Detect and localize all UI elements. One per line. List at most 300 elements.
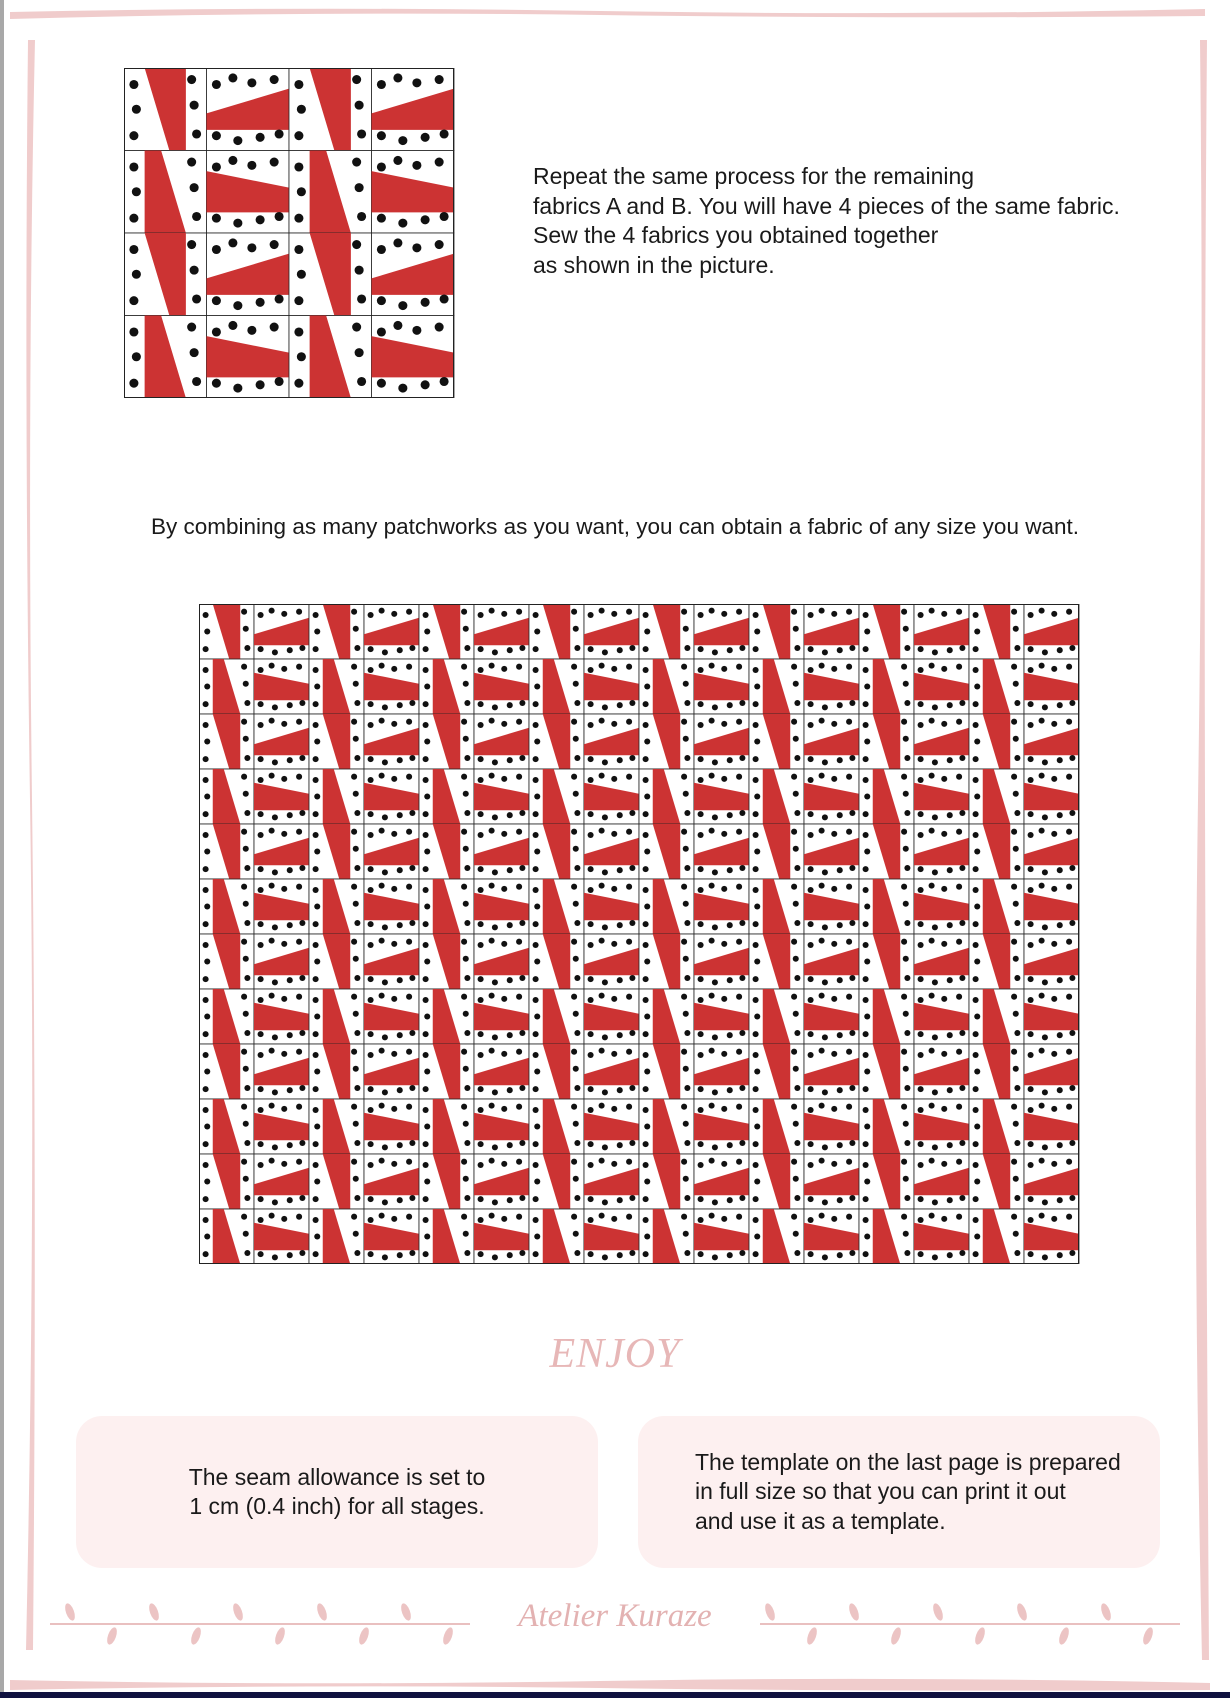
polka-dot [736, 829, 742, 835]
polka-dot [611, 996, 617, 1002]
polka-dot [712, 1034, 718, 1040]
polka-dot [929, 773, 935, 779]
polka-dot [1013, 846, 1019, 852]
polka-dot [489, 1158, 495, 1164]
polka-dot [643, 1052, 649, 1058]
polka-dot [849, 865, 855, 871]
polka-dot [397, 812, 403, 818]
polka-dot [1057, 812, 1063, 818]
polka-dot [644, 1013, 650, 1019]
polka-dot [901, 609, 907, 615]
polka-dot [501, 1216, 507, 1222]
polka-dot [377, 245, 386, 254]
polka-dot [489, 1213, 495, 1219]
polka-dot [643, 777, 649, 783]
polka-dot [903, 736, 909, 742]
polka-dot [204, 628, 210, 634]
polka-dot [684, 755, 690, 761]
polka-dot [424, 848, 430, 854]
polka-dot [258, 1031, 264, 1037]
polka-dot [129, 245, 138, 254]
polka-dot [617, 1197, 623, 1203]
polka-dot [244, 1195, 250, 1201]
polka-dot [368, 777, 374, 783]
polka-dot [698, 1086, 704, 1092]
polka-dot [478, 722, 484, 728]
polka-dot [793, 1011, 799, 1017]
polka-dot [258, 1107, 264, 1113]
polka-dot [313, 667, 319, 673]
polka-dot [629, 1030, 635, 1036]
polka-dot [849, 975, 855, 981]
polka-dot [1057, 1032, 1063, 1038]
polka-dot [382, 649, 388, 655]
polka-dot [643, 1251, 649, 1257]
polka-dot [643, 722, 649, 728]
polka-dot [463, 846, 469, 852]
polka-dot [463, 626, 469, 632]
polka-dot [626, 609, 632, 615]
polka-dot [698, 942, 704, 948]
polka-dot [822, 1034, 828, 1040]
polka-dot [516, 774, 522, 780]
polka-dot [959, 1195, 965, 1201]
polka-dot [534, 1123, 540, 1129]
polka-dot [753, 1196, 759, 1202]
polka-dot [831, 1216, 837, 1222]
polka-dot [353, 1121, 359, 1127]
polka-dot [1014, 1140, 1020, 1146]
polka-dot [683, 1066, 689, 1072]
polka-dot [297, 352, 306, 361]
polka-dot [739, 1250, 745, 1256]
polka-dot [382, 924, 388, 930]
polka-dot [794, 755, 800, 761]
polka-dot [1014, 865, 1020, 871]
polka-dot [643, 1086, 649, 1092]
polka-dot [314, 958, 320, 964]
polka-dot [516, 939, 522, 945]
polka-dot [258, 921, 264, 927]
polka-dot [203, 646, 209, 652]
polka-dot [617, 812, 623, 818]
polka-dot [808, 1251, 814, 1257]
polka-dot [611, 831, 617, 837]
polka-dot [1011, 939, 1017, 945]
polka-dot [1042, 1199, 1048, 1205]
polka-dot [299, 975, 305, 981]
polka-dot [918, 646, 924, 652]
polka-dot [233, 384, 242, 393]
polka-dot [901, 1104, 907, 1110]
polka-dot [397, 757, 403, 763]
polka-dot [956, 994, 962, 1000]
polka-dot [571, 884, 577, 890]
polka-dot [258, 701, 264, 707]
polka-dot [681, 1159, 687, 1165]
large-patchwork-fabric-illustration [199, 604, 1081, 1264]
polka-dot [1013, 1231, 1019, 1237]
polka-dot [819, 828, 825, 834]
polka-dot [192, 129, 201, 138]
polka-dot [377, 80, 386, 89]
polka-dot [406, 774, 412, 780]
polka-dot [353, 1231, 359, 1237]
polka-dot [941, 776, 947, 782]
polka-dot [1069, 1195, 1075, 1201]
polka-dot [1042, 1034, 1048, 1040]
polka-dot [973, 1107, 979, 1113]
polka-dot [617, 647, 623, 653]
polka-dot [973, 866, 979, 872]
polka-dot [440, 294, 449, 303]
polka-dot [721, 776, 727, 782]
polka-dot [683, 956, 689, 962]
polka-dot [287, 1197, 293, 1203]
polka-dot [974, 1013, 980, 1019]
polka-dot [204, 793, 210, 799]
polka-dot [269, 1158, 275, 1164]
polka-dot [611, 1051, 617, 1057]
polka-dot [421, 215, 430, 224]
polka-dot [247, 161, 256, 170]
polka-dot [791, 774, 797, 780]
polka-dot [644, 683, 650, 689]
polka-dot [258, 722, 264, 728]
polka-dot [1057, 922, 1063, 928]
polka-dot [501, 776, 507, 782]
polka-dot [643, 832, 649, 838]
polka-dot [588, 997, 594, 1003]
polka-dot [212, 162, 221, 171]
polka-dot [368, 1196, 374, 1202]
polka-dot [864, 738, 870, 744]
polka-dot [683, 1231, 689, 1237]
polka-dot [132, 105, 141, 114]
polka-dot [599, 663, 605, 669]
polka-dot [754, 1068, 760, 1074]
polka-dot [588, 1086, 594, 1092]
polka-dot [533, 756, 539, 762]
polka-dot [1028, 976, 1034, 982]
polka-dot [492, 869, 498, 875]
polka-dot [1028, 887, 1034, 893]
polka-dot [588, 1031, 594, 1037]
polka-dot [573, 1066, 579, 1072]
polka-dot [959, 865, 965, 871]
polka-dot [313, 1086, 319, 1092]
polka-dot [382, 979, 388, 985]
polka-dot [299, 1140, 305, 1146]
polka-dot [573, 681, 579, 687]
polka-dot [258, 1052, 264, 1058]
polka-dot [281, 1051, 287, 1057]
polka-dot [918, 942, 924, 948]
polka-dot [203, 1217, 209, 1223]
polka-dot [533, 1141, 539, 1147]
polka-dot [244, 645, 250, 651]
polka-dot [464, 645, 470, 651]
polka-dot [846, 1214, 852, 1220]
polka-dot [1057, 757, 1063, 763]
polka-dot [602, 1199, 608, 1205]
polka-dot [574, 1030, 580, 1036]
polka-dot [492, 814, 498, 820]
polka-dot [243, 1066, 249, 1072]
polka-dot [831, 1106, 837, 1112]
polka-dot [1051, 611, 1057, 617]
polka-dot [918, 866, 924, 872]
polka-dot [519, 700, 525, 706]
polka-dot [698, 777, 704, 783]
polka-dot [247, 243, 256, 252]
polka-dot [573, 1231, 579, 1237]
polka-dot [244, 1085, 250, 1091]
polka-dot [644, 903, 650, 909]
polka-dot [258, 866, 264, 872]
four-block-patchwork-illustration [124, 68, 456, 398]
polka-dot [272, 869, 278, 875]
polka-dot [929, 1158, 935, 1164]
polka-dot [533, 921, 539, 927]
polka-dot [406, 884, 412, 890]
polka-dot [791, 884, 797, 890]
polka-dot [644, 848, 650, 854]
polka-dot [753, 921, 759, 927]
polka-dot [204, 903, 210, 909]
polka-dot [313, 832, 319, 838]
polka-dot [941, 666, 947, 672]
polka-dot [698, 1052, 704, 1058]
polka-dot [712, 1089, 718, 1095]
polka-dot [932, 869, 938, 875]
polka-dot [753, 1086, 759, 1092]
polka-dot [721, 611, 727, 617]
polka-dot [406, 1049, 412, 1055]
polka-dot [1014, 810, 1020, 816]
polka-dot [822, 649, 828, 655]
polka-dot [947, 1087, 953, 1093]
polka-dot [203, 921, 209, 927]
polka-dot [534, 738, 540, 744]
polka-dot [611, 1216, 617, 1222]
polka-dot [831, 1051, 837, 1057]
polka-dot [819, 663, 825, 669]
polka-dot [516, 609, 522, 615]
polka-dot [588, 1251, 594, 1257]
polka-dot [1066, 664, 1072, 670]
polka-dot [272, 924, 278, 930]
polka-dot [571, 1049, 577, 1055]
polka-dot [698, 756, 704, 762]
polka-dot [973, 777, 979, 783]
polka-dot [296, 1214, 302, 1220]
polka-dot [424, 628, 430, 634]
polka-dot [368, 866, 374, 872]
polka-dot [956, 1049, 962, 1055]
polka-dot [574, 755, 580, 761]
polka-dot [698, 976, 704, 982]
polka-dot [406, 829, 412, 835]
polka-dot [272, 704, 278, 710]
polka-dot [849, 1250, 855, 1256]
polka-dot [1039, 718, 1045, 724]
polka-dot [440, 129, 449, 138]
polka-dot [281, 666, 287, 672]
polka-dot [314, 1013, 320, 1019]
polka-dot [602, 1089, 608, 1095]
polka-dot [409, 1085, 415, 1091]
polka-dot [947, 867, 953, 873]
polka-dot [831, 996, 837, 1002]
polka-dot [354, 1195, 360, 1201]
polka-dot [256, 215, 265, 224]
polka-dot [1013, 736, 1019, 742]
polka-dot [247, 78, 256, 87]
polka-dot [507, 977, 513, 983]
polka-dot [132, 270, 141, 279]
polka-dot [588, 722, 594, 728]
polka-dot [501, 666, 507, 672]
polka-dot [379, 828, 385, 834]
polka-dot [287, 867, 293, 873]
polka-dot [863, 667, 869, 673]
polka-dot [698, 612, 704, 618]
polka-dot [1039, 938, 1045, 944]
polka-dot [864, 1068, 870, 1074]
polka-dot [959, 920, 965, 926]
polka-dot [269, 938, 275, 944]
polka-dot [351, 664, 357, 670]
polka-dot [1057, 1197, 1063, 1203]
polka-dot [1051, 941, 1057, 947]
polka-dot [534, 1068, 540, 1074]
polka-dot [398, 301, 407, 310]
polka-dot [588, 976, 594, 982]
polka-dot [684, 810, 690, 816]
polka-dot [516, 719, 522, 725]
polka-dot [643, 612, 649, 618]
polka-dot [1011, 994, 1017, 1000]
polka-dot [391, 941, 397, 947]
polka-dot [294, 80, 303, 89]
polka-dot [974, 738, 980, 744]
polka-dot [533, 976, 539, 982]
polka-dot [602, 1254, 608, 1260]
polka-dot [368, 1107, 374, 1113]
polka-dot [228, 156, 237, 165]
polka-dot [228, 73, 237, 82]
polka-dot [837, 922, 843, 928]
polka-dot [629, 975, 635, 981]
polka-dot [294, 214, 303, 223]
polka-dot [397, 1142, 403, 1148]
polka-dot [617, 867, 623, 873]
polka-dot [379, 938, 385, 944]
polka-dot [573, 1176, 579, 1182]
polka-dot [571, 1214, 577, 1220]
polka-dot [753, 997, 759, 1003]
polka-dot [1014, 1195, 1020, 1201]
polka-dot [464, 975, 470, 981]
polka-dot [793, 846, 799, 852]
polka-dot [1014, 755, 1020, 761]
polka-dot [353, 736, 359, 742]
polka-dot [753, 866, 759, 872]
polka-dot [721, 721, 727, 727]
polka-dot [1042, 649, 1048, 655]
polka-dot [794, 1140, 800, 1146]
polka-dot [849, 920, 855, 926]
polka-dot [244, 865, 250, 871]
polka-dot [391, 721, 397, 727]
polka-dot [1069, 1030, 1075, 1036]
polka-dot [351, 1159, 357, 1165]
polka-dot [507, 1252, 513, 1258]
polka-dot [929, 1103, 935, 1109]
polka-dot [533, 811, 539, 817]
polka-dot [397, 1032, 403, 1038]
polka-dot [629, 920, 635, 926]
polka-dot [721, 666, 727, 672]
polka-dot [599, 883, 605, 889]
polka-dot [287, 1252, 293, 1258]
polka-dot [424, 1068, 430, 1074]
polka-dot [626, 719, 632, 725]
polka-dot [241, 884, 247, 890]
polka-dot [901, 1214, 907, 1220]
polka-dot [1042, 759, 1048, 765]
polka-dot [918, 1052, 924, 1058]
polka-dot [272, 1089, 278, 1095]
polka-dot [864, 958, 870, 964]
polka-dot [793, 736, 799, 742]
polka-dot [819, 938, 825, 944]
polka-dot [863, 1217, 869, 1223]
polka-dot [423, 997, 429, 1003]
polka-dot [534, 1013, 540, 1019]
polka-dot [959, 1250, 965, 1256]
polka-dot [918, 1107, 924, 1113]
polka-dot [435, 158, 444, 167]
polka-dot [409, 975, 415, 981]
polka-dot [849, 1195, 855, 1201]
polka-dot [314, 1178, 320, 1184]
polka-dot [243, 1011, 249, 1017]
polka-dot [974, 793, 980, 799]
polka-dot [903, 1176, 909, 1182]
polka-dot [681, 1104, 687, 1110]
polka-dot [299, 1250, 305, 1256]
polka-dot [727, 1252, 733, 1258]
polka-dot [846, 994, 852, 1000]
polka-dot [368, 1162, 374, 1168]
polka-dot [736, 664, 742, 670]
polka-dot [391, 831, 397, 837]
polka-dot [903, 1011, 909, 1017]
polka-dot [574, 810, 580, 816]
polka-dot [626, 1104, 632, 1110]
polka-dot [721, 886, 727, 892]
polka-dot [464, 700, 470, 706]
polka-dot [409, 700, 415, 706]
polka-dot [709, 1048, 715, 1054]
polka-dot [478, 976, 484, 982]
polka-dot [721, 831, 727, 837]
polka-dot [683, 791, 689, 797]
polka-dot [464, 755, 470, 761]
polka-dot [258, 1141, 264, 1147]
